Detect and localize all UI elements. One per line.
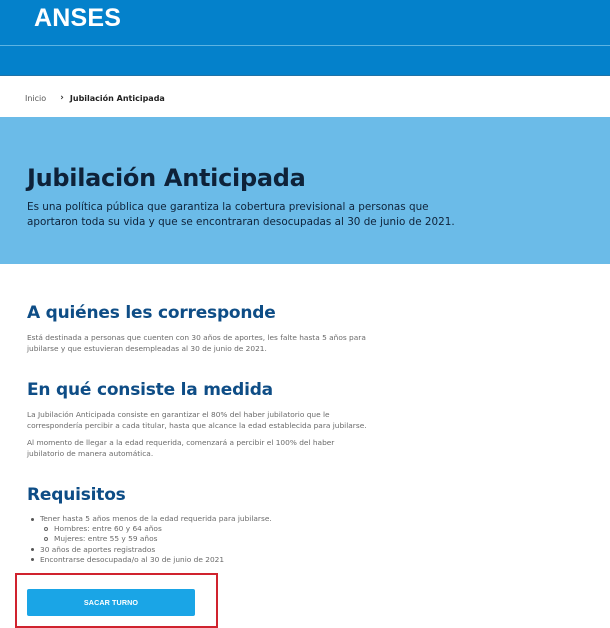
section-title-requirements: Requisitos (27, 485, 126, 505)
page-title: Jubilación Anticipada (27, 164, 306, 192)
chevron-right-icon: › (60, 93, 64, 103)
section-text-measure-2: Al momento de llegar a la edad requerida, comenzará a percibir el 100% del haber jubilatorio de manera automática. (27, 438, 335, 458)
section-title-eligibility: A quiénes les corresponde (27, 303, 276, 323)
requirement-subitem: Hombres: entre 60 y 64 años (30, 524, 330, 534)
breadcrumb (25, 91, 165, 105)
requirements-list (30, 514, 330, 565)
section-title-measure: En qué consiste la medida (27, 380, 273, 400)
hero-banner (0, 117, 610, 264)
anses-logo[interactable]: ANSES (34, 4, 122, 32)
page-description: Es una política pública que garantiza la cobertura previsional a personas que aportaron toda su vida y que se encontraran desocupadas al 30 de junio de 2021. (27, 201, 455, 228)
site-header (0, 0, 610, 76)
section-text-eligibility: Está destinada a personas que cuenten con 30 años de aportes, les falte hasta 5 años para jubilarse y que estuvieran desempleadas al 30 de junio de 2021. (27, 333, 366, 353)
header-divider (0, 45, 610, 46)
breadcrumb-current: Jubilación Anticipada (69, 93, 165, 103)
sacar-turno-button[interactable]: SACAR TURNO (27, 589, 195, 616)
section-text-measure-1: La Jubilación Anticipada consiste en garantizar el 80% del haber jubilatorio que le correspondería percibir a cada titular, hasta que alcance la edad establecida para jubilarse. (27, 410, 367, 430)
requirement-item: Encontrarse desocupada/o al 30 de junio de 2021 (30, 555, 330, 565)
requirement-subitem: Mujeres: entre 55 y 59 años (30, 534, 330, 544)
requirement-item: Tener hasta 5 años menos de la edad requerida para jubilarse. (30, 514, 330, 524)
breadcrumb-home-link[interactable]: Inicio (25, 93, 47, 103)
requirement-item: 30 años de aportes registrados (30, 545, 330, 555)
